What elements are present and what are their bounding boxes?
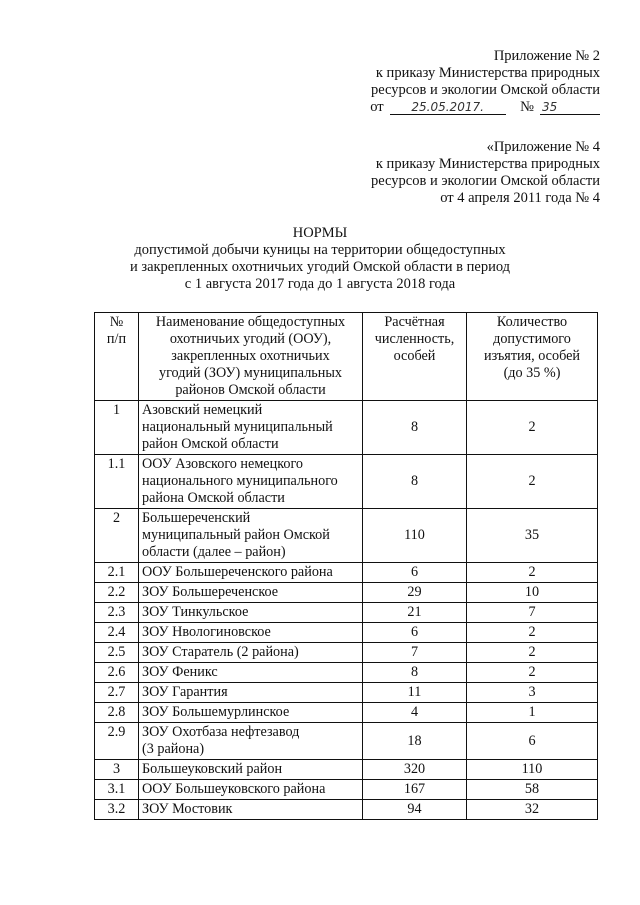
table-row — [95, 723, 598, 760]
header-quota-line: допустимого — [493, 331, 571, 347]
row-number: 2.7 — [95, 683, 139, 703]
table-row — [95, 455, 598, 509]
row-number: 2.5 — [95, 643, 139, 663]
row-quota: 2 — [467, 663, 598, 683]
appendix-4-title: «Приложение № 4 — [486, 139, 600, 155]
row-name-line: ЗОУ Нвологиновское — [142, 624, 271, 640]
title-line-1: допустимой добычи куницы на территории общедоступных — [134, 242, 506, 258]
appendix-2-header — [370, 48, 600, 116]
appendix-2-ministry-line: ресурсов и экологии Омской области — [371, 82, 600, 98]
row-population: 4 — [363, 703, 467, 723]
header-population — [363, 313, 467, 401]
row-number: 2.4 — [95, 623, 139, 643]
row-name-line: ЗОУ Феникс — [142, 664, 218, 680]
appendix-4-date-line: от 4 апреля 2011 года № 4 — [440, 190, 600, 206]
table-row — [95, 563, 598, 583]
row-name-line: Большеуковский район — [142, 761, 283, 777]
row-name-line: ЗОУ Гарантия — [142, 684, 228, 700]
document-title — [0, 225, 640, 293]
appendix-4-ministry-line: ресурсов и экологии Омской области — [371, 173, 600, 189]
row-population: 6 — [363, 623, 467, 643]
row-name-line: ЗОУ Старатель (2 района) — [142, 644, 299, 660]
row-quota: 1 — [467, 703, 598, 723]
row-quota: 3 — [467, 683, 598, 703]
header-name-line: охотничьих угодий (ООУ), — [169, 331, 332, 347]
row-name-line: ЗОУ Мостовик — [142, 801, 233, 817]
row-quota: 6 — [467, 723, 598, 760]
row-number: 3.2 — [95, 800, 139, 820]
row-number: 3 — [95, 760, 139, 780]
title-heading: НОРМЫ — [292, 225, 348, 241]
header-num — [95, 313, 139, 401]
row-name-line: национальный муниципальный — [142, 419, 333, 435]
row-population: 8 — [363, 663, 467, 683]
appendix-2-order-line: к приказу Министерства природных — [375, 65, 600, 81]
row-name — [139, 643, 363, 663]
row-number: 2.3 — [95, 603, 139, 623]
header-name-line: Наименование общедоступных — [155, 314, 346, 330]
row-name — [139, 401, 363, 455]
row-quota: 32 — [467, 800, 598, 820]
table-row — [95, 583, 598, 603]
header-population-line: численность, — [374, 331, 455, 347]
row-name-line: муниципальный район Омской — [142, 527, 330, 543]
row-population: 29 — [363, 583, 467, 603]
row-name — [139, 509, 363, 563]
header-name-line: районов Омской области — [175, 382, 326, 398]
row-quota: 2 — [467, 643, 598, 663]
row-name-line: ЗОУ Большемурлинское — [142, 704, 290, 720]
header-name — [139, 313, 363, 401]
row-quota: 10 — [467, 583, 598, 603]
row-number: 2.6 — [95, 663, 139, 683]
table-header-row — [95, 313, 598, 401]
row-name-line: района Омской области — [142, 490, 285, 506]
header-quota-line: (до 35 %) — [503, 365, 561, 381]
row-number: 2 — [95, 509, 139, 563]
row-quota: 2 — [467, 623, 598, 643]
row-number: 3.1 — [95, 780, 139, 800]
row-number: 1.1 — [95, 455, 139, 509]
row-quota: 35 — [467, 509, 598, 563]
table-row — [95, 663, 598, 683]
row-name — [139, 683, 363, 703]
row-number: 2.1 — [95, 563, 139, 583]
row-name-line: район Омской области — [142, 436, 279, 452]
table-row — [95, 760, 598, 780]
row-name-line: ЗОУ Большереченское — [142, 584, 279, 600]
table-row — [95, 623, 598, 643]
table-row — [95, 643, 598, 663]
row-name-line: ООУ Большереченского района — [142, 564, 333, 580]
row-name — [139, 583, 363, 603]
row-name — [139, 780, 363, 800]
row-name-line: Большереченский — [142, 510, 251, 526]
number-prefix: № — [520, 99, 534, 115]
table-row — [95, 509, 598, 563]
table-row — [95, 683, 598, 703]
header-quota-line: Количество — [496, 314, 568, 330]
appendix-4-order-line: к приказу Министерства природных — [375, 156, 600, 172]
header-name-line: угодий (ЗОУ) муниципальных — [158, 365, 343, 381]
row-population: 8 — [363, 401, 467, 455]
handwritten-date: 25.05.2017. — [390, 100, 506, 115]
row-name — [139, 760, 363, 780]
row-population: 21 — [363, 603, 467, 623]
quota-table — [94, 312, 598, 820]
row-quota: 2 — [467, 455, 598, 509]
row-name — [139, 663, 363, 683]
header-quota-line: изъятия, особей — [484, 348, 580, 364]
row-name — [139, 563, 363, 583]
row-number: 1 — [95, 401, 139, 455]
row-name-line: ЗОУ Охотбаза нефтезавод — [142, 724, 300, 740]
row-name-line: Азовский немецкий — [142, 402, 263, 418]
row-population: 8 — [363, 455, 467, 509]
row-name-line: (3 района) — [142, 741, 205, 757]
row-population: 167 — [363, 780, 467, 800]
row-population: 11 — [363, 683, 467, 703]
row-quota: 2 — [467, 563, 598, 583]
table-row — [95, 780, 598, 800]
row-quota: 110 — [467, 760, 598, 780]
row-name — [139, 703, 363, 723]
row-population: 94 — [363, 800, 467, 820]
appendix-4-header — [371, 139, 600, 207]
row-quota: 2 — [467, 401, 598, 455]
table-row — [95, 401, 598, 455]
header-population-line: особей — [393, 348, 436, 364]
row-number: 2.2 — [95, 583, 139, 603]
handwritten-number: 35 — [540, 100, 600, 115]
row-name — [139, 623, 363, 643]
title-line-2: и закрепленных охотничьих угодий Омской области в период — [129, 259, 511, 275]
row-name-line: ООУ Азовского немецкого — [142, 456, 304, 472]
title-line-3: с 1 августа 2017 года до 1 августа 2018 года — [184, 276, 456, 292]
header-num-line: № — [109, 314, 124, 330]
row-name-line: ЗОУ Тинкульское — [142, 604, 249, 620]
row-name — [139, 603, 363, 623]
row-name — [139, 455, 363, 509]
row-population: 18 — [363, 723, 467, 760]
table-body — [95, 401, 598, 820]
row-name-line: ООУ Большеуковского района — [142, 781, 326, 797]
header-name-line: закрепленных охотничьих — [171, 348, 330, 364]
row-number: 2.8 — [95, 703, 139, 723]
table-row — [95, 603, 598, 623]
row-name-line: национального муниципального — [142, 473, 338, 489]
row-quota: 58 — [467, 780, 598, 800]
row-name — [139, 723, 363, 760]
row-population: 320 — [363, 760, 467, 780]
table-row — [95, 800, 598, 820]
appendix-2-title: Приложение № 2 — [493, 48, 600, 64]
row-population: 7 — [363, 643, 467, 663]
row-population: 6 — [363, 563, 467, 583]
row-number: 2.9 — [95, 723, 139, 760]
header-population-line: Расчётная — [384, 314, 445, 330]
table-row — [95, 703, 598, 723]
row-quota: 7 — [467, 603, 598, 623]
appendix-2-date-line — [370, 99, 600, 116]
row-name-line: области (далее – район) — [142, 544, 286, 560]
row-name — [139, 800, 363, 820]
header-num-line: п/п — [106, 331, 127, 347]
header-quota — [467, 313, 598, 401]
row-population: 110 — [363, 509, 467, 563]
date-prefix: от — [370, 99, 384, 115]
